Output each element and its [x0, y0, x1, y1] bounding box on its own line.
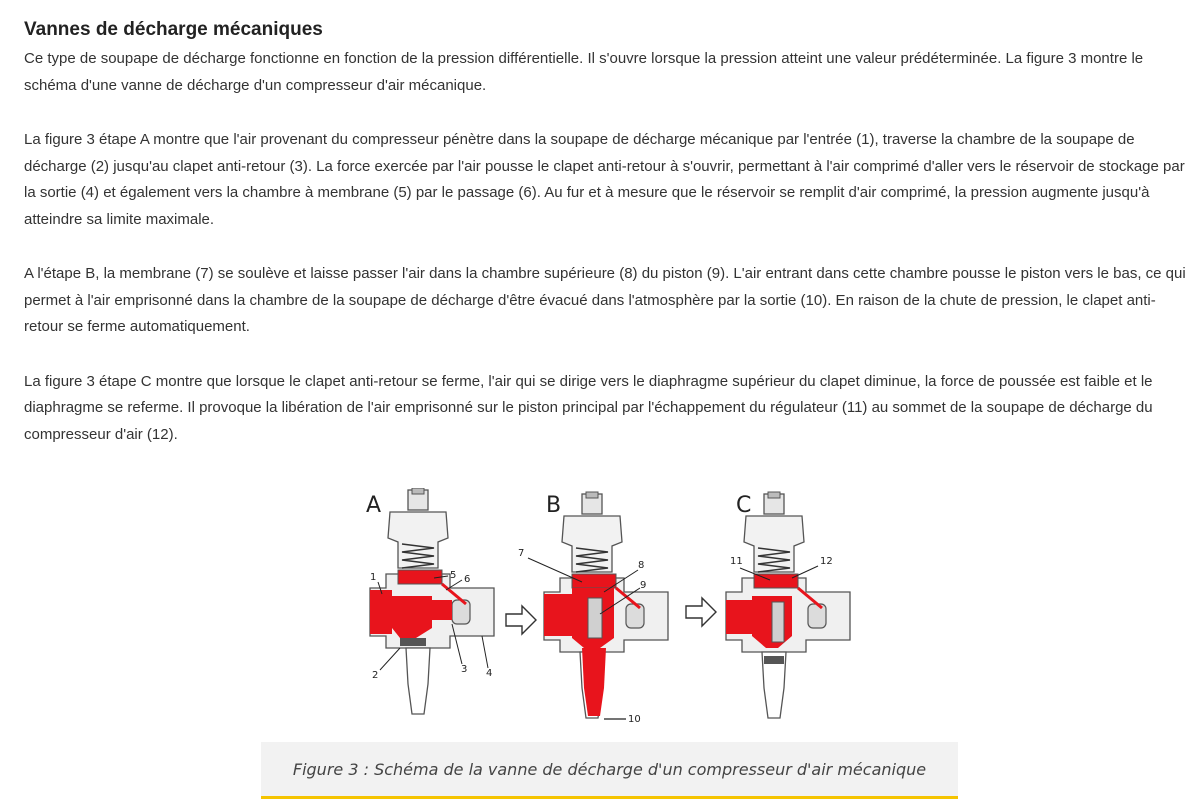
paragraph-step-a: La figure 3 étape A montre que l'air provenant du compresseur pénètre dans la soupape de décharge mécanique par l'entrée (1), traverse la chambre de la soupape de décharge (2) jusqu'au clapet anti-retour (3). La force exercée par l'air pousse le clapet anti-retour à s'ouvrir, permettant à l'air comprimé d'aller vers le réservoir de stockage par la sortie (4) et également vers la chambre à membrane (5) par le passage (6). Au fur et à mesure que le réservoir se remplit d'air comprimé, la pression augmente jusqu'à atteindre sa limite maximale. — [24, 131, 1185, 228]
valve-diagram — [360, 488, 960, 728]
svg-text:10: 10 — [628, 714, 641, 725]
valve-step-a — [366, 488, 494, 714]
step-label-a: A — [366, 493, 382, 518]
paragraph-step-b: A l'étape B, la membrane (7) se soulève et laisse passer l'air dans la chambre supérieure (8) du piston (9). L'air entrant dans cette chambre pousse le piston vers le bas, ce qui permet à l'air emprisonné dans la chambre de la soupape de décharge d'être évacué dans l'atmosphère par la sortie (10). En raison de la chute de pression, le clapet anti-retour se ferme automatiquement. — [24, 265, 1186, 335]
arrow-icon — [686, 598, 716, 626]
svg-text:2: 2 — [372, 670, 379, 681]
step-label-c: C — [736, 493, 752, 518]
svg-text:4: 4 — [486, 668, 493, 679]
svg-text:12: 12 — [820, 556, 833, 567]
svg-text:3: 3 — [461, 664, 468, 675]
paragraph-intro: Ce type de soupape de décharge fonctionne en fonction de la pression différentielle. Il s'ouvre lorsque la pression atteint une valeur prédéterminée. La figure 3 montre le schéma d'une vanne de décharge d'un compresseur d'air mécanique. — [24, 50, 1144, 94]
arrow-icon — [506, 606, 536, 634]
figure-caption: Figure 3 : Schéma de la vanne de décharge d'un compresseur d'air mécanique — [292, 759, 927, 779]
valve-diagram-figure — [360, 488, 960, 728]
section-title: Vannes de décharge mécaniques — [24, 19, 323, 40]
svg-text:9: 9 — [640, 580, 647, 591]
svg-text:7: 7 — [518, 548, 525, 559]
figure-caption-box — [261, 742, 958, 799]
svg-text:1: 1 — [370, 572, 377, 583]
paragraph-step-c: La figure 3 étape C montre que lorsque le clapet anti-retour se ferme, l'air qui se dirige vers le diaphragme supérieur du clapet diminue, la force de poussée est faible et le diaphragme se referme. Il provoque la libération de l'air emprisonné sur le piston principal par l'échappement du régulateur (11) au sommet de la soupape de décharge du compresseur d'air (12). — [24, 372, 1153, 443]
svg-text:8: 8 — [638, 560, 645, 571]
svg-text:5: 5 — [450, 570, 457, 581]
valve-step-b — [518, 492, 668, 725]
step-label-b: B — [546, 493, 562, 518]
svg-text:6: 6 — [464, 574, 471, 585]
svg-text:11: 11 — [730, 556, 743, 567]
valve-step-c — [726, 492, 850, 718]
article-section — [24, 18, 1192, 448]
